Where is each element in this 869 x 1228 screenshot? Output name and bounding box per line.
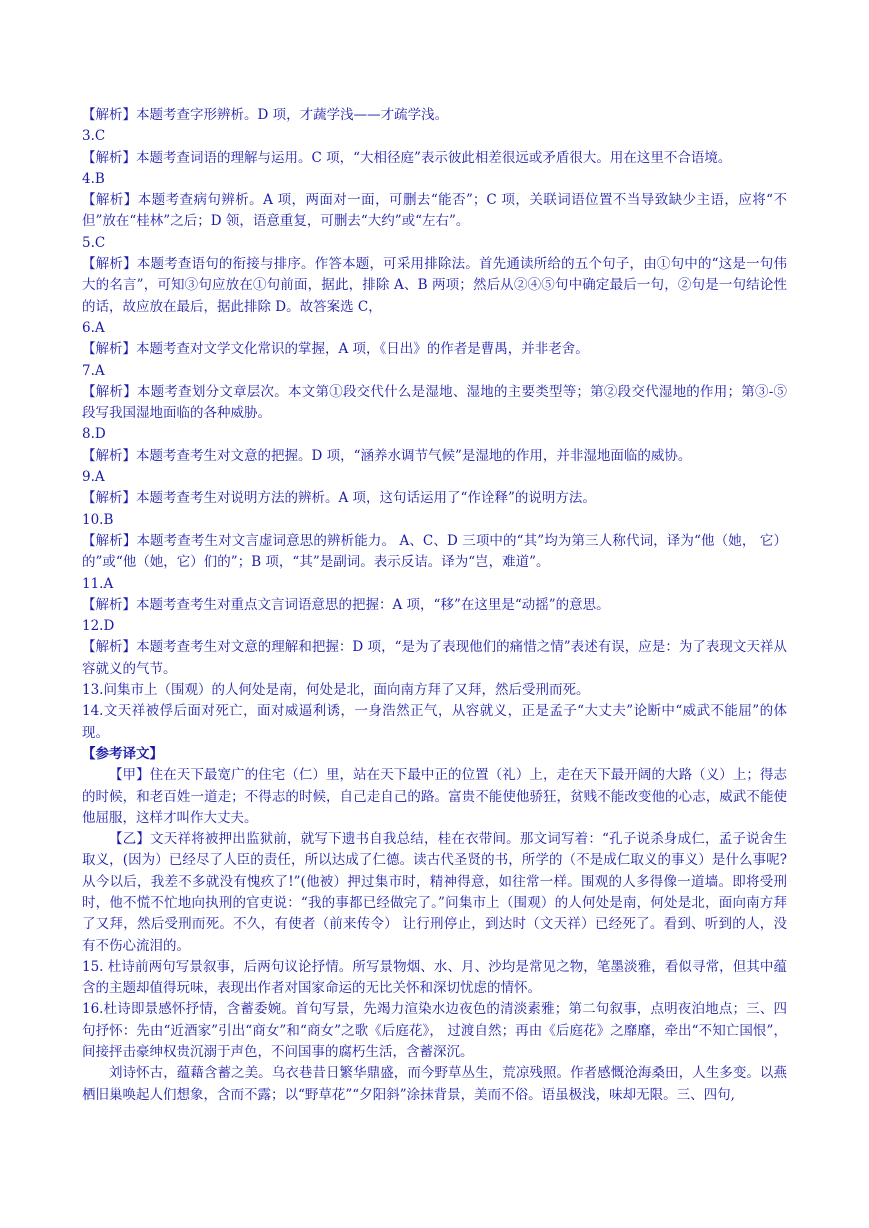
text-paragraph: 【解析】本题考查病句辨析。A 项，两面对一面，可删去“能否”；C 项，关联词语位置不当导致缺少主语，应将“不但”放在“桂林”之后；D 领，语意重复，可删去“大约”或“左右”。	[82, 192, 787, 230]
text-line: 【解析】本题考查词语的理解与运用。C 项，“大相径庭”表示彼此相差很远或矛盾很大。用在这里不合语境。	[82, 149, 732, 166]
text-line: 【解析】本题考查对文学文化常识的掌握，A 项，《日出》的作者是曹禺，并非老舍。	[82, 341, 589, 358]
text-line: 5.C	[82, 234, 106, 251]
text-line: 7.A	[82, 362, 105, 379]
text-paragraph: 【解析】本题考查考生对文意的理解和把握：D 项，“是为了表现他们的痛惜之情”表述有误，应是：为了表现文天祥从容就义的气节。	[82, 639, 787, 677]
text-line: 12.D	[82, 618, 115, 635]
indented-paragraph: 【甲】住在天下最宽广的住宅（仁）里，站在天下最中正的位置（礼）上，走在天下最开阔的大路（义）上；得志的时候，和老百姓一道走；不得志的时候，自己走自己的路。富贵不能使他骄狂，贫贱不能改变他的心志，威武不能使他屈服，这样才叫作大丈夫。	[82, 767, 787, 826]
text-paragraph: 【解析】本题考查语句的衔接与排序。作答本题，可采用排除法。首先通读所给的五个句子，由①句中的“这是一句伟大的名言”，可知③句应放在①句前面，据此，排除 A、B 两项；然后从②④⑤句中确定最后一句，②句是一句结论性的话，故应放在最后，据此排除 D。故答案选 C，	[82, 256, 787, 315]
text-line: 【解析】本题考查字形辨析。D 项，才蔬学浅——才疏学浅。	[82, 107, 449, 123]
indented-paragraph: 【乙】文天祥将被押出监狱前，就写下遗书自我总结，桂在衣带间。那文词写着：“孔子说杀身成仁，孟子说舍生取义，(因为）已经尽了人臣的责任，所以达成了仁德。读古代圣贤的书，所学的（不是成仁取义的事义）是什么事呢?从今以后，我差不多就没有愧疚了!”(他被）押过集市时，精神得意，如往常一样。围观的人多得像一道墙。即将受刑时，他不慌不忙地向执刑的官吏说：“我的事都已经做完了。”问集市上（围观）的人何处是南，何处是北，面向南方拜了又拜，然后受刑而死。不久，有使者（前来传令） 让行刑停止，到达时（文天祥）已经死了。看到、听到的人，没有不伤心流泪的。	[82, 831, 787, 954]
text-line: 8.D	[82, 426, 106, 443]
text-line: 6.A	[82, 319, 105, 336]
text-line: 10.B	[82, 511, 114, 528]
text-paragraph: 【解析】本题考查考生对文言虚词意思的辨析能力。 A、C、D 三项中的“其”均为第三人称代词，译为“他（她， 它）的”或“他（她，它）们的”；B 项，“其”是副词。表示反诘。译为“岂，难道”。	[82, 532, 787, 571]
text-line: 【解析】本题考查考生对重点文言词语意思的把握：A 项，“移”在这里是“动摇”的意思。	[82, 596, 610, 613]
text-line: 3.C	[82, 128, 106, 145]
section-heading: 【参考译文】	[82, 745, 163, 762]
text-paragraph: 14.文天祥被俘后面对死亡，面对威逼利诱，一身浩然正气，从容就义，正是孟子“大丈夫”论断中“威武不能屈”的体现。	[82, 703, 787, 741]
text-line: 11.A	[82, 575, 114, 592]
text-line: 【解析】本题考查考生对文意的把握。D 项，“涵养水调节气候”是湿地的作用，并非湿地面临的威协。	[82, 447, 692, 464]
text-line: 【解析】本题考查考生对说明方法的辨析。A 项，这句话运用了“作诠释”的说明方法。	[82, 490, 596, 507]
indented-paragraph: 刘诗怀古，蕴藉含蓄之美。乌衣巷昔日繁华鼎盛，而今野草丛生，荒凉残照。作者感慨沧海桑田，人生多变。以燕栖旧巢唤起人们想象，含而不露；以“野草花”“夕阳斜”涂抹背景，美而不俗。语虽极浅，味却无限。三、四句,	[82, 1065, 787, 1103]
text-line: 9.A	[82, 469, 105, 486]
text-line: 13.问集市上（围观）的人何处是南，何处是北，面向南方拜了又拜，然后受刑而死。	[82, 682, 590, 699]
text-paragraph: 16.杜诗即景感怀抒情，含蓄委婉。首句写景，先竭力渲染水边夜色的清淡素雅；第二句叙事，点明夜泊地点；三、四句抒怀：先由“近酒家”引出“商女”和“商女”之歌《后庭花》， 过渡自然；再由《后庭花》之靡靡，牵出“不知亡国恨”，间接抨击豪绅权贵沉溺于声色，不问国事的腐朽生活，含蓄深沉。	[82, 1001, 787, 1061]
text-line: 4.B	[82, 170, 105, 187]
text-paragraph: 15. 杜诗前两句写景叙事，后两句议论抒情。所写景物烟、水、月、沙均是常见之物，笔墨淡雅，看似寻常，但其中蕴含的主题却值得玩味，表现出作者对国家命运的无比关怀和深切忧虑的情怀。	[82, 958, 787, 997]
text-paragraph: 【解析】本题考查划分文章层次。本文第①段交代什么是湿地、湿地的主要类型等；第②段交代湿地的作用；第③-⑤段写我国湿地面临的各种威胁。	[82, 383, 787, 422]
